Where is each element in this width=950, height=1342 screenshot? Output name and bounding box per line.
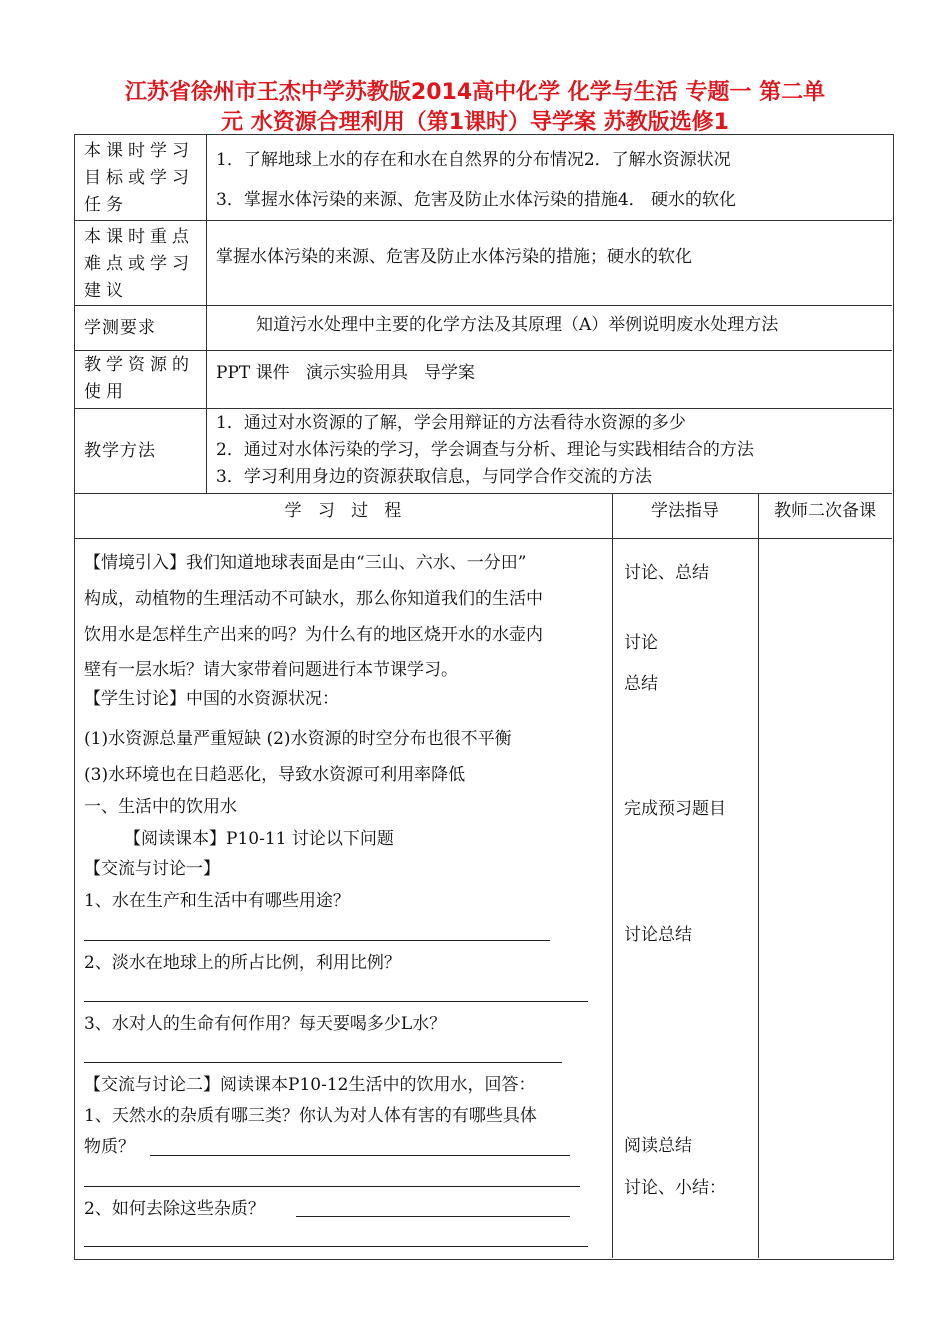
- answer-line[interactable]: [84, 940, 550, 941]
- column-header-guide: 学法指导: [651, 501, 719, 521]
- row-label-resources: 教学资源的 使用: [84, 355, 194, 402]
- process-line: (3)水环境也在日趋恶化，导致水资源可利用率降低: [84, 765, 466, 785]
- guide-note: 讨论、总结: [624, 563, 709, 583]
- process-line: 构成，动植物的生理活动不可缺水，那么你知道我们的生活中: [84, 589, 543, 609]
- title-line-2: 元 水资源合理利用（第1课时）导学案 苏教版选修1: [221, 110, 729, 135]
- title-line-1: 江苏省徐州市王杰中学苏教版2014高中化学 化学与生活 专题一 第二单: [124, 80, 826, 105]
- answer-line[interactable]: [150, 1155, 570, 1156]
- row-label-key-points: 本课时重点 难点或学习 建议: [84, 227, 194, 301]
- process-line: 饮用水是怎样生产出来的吗？为什么有的地区烧开水的水壶内: [84, 625, 543, 645]
- question: 3、水对人的生命有何作用？每天要喝多少L水？: [84, 1014, 447, 1034]
- guide-note: 阅读总结: [624, 1136, 692, 1156]
- document-title: [60, 78, 890, 138]
- column-header-process: 学 习 过 程: [284, 501, 402, 521]
- answer-line[interactable]: [84, 1062, 562, 1063]
- guide-note: 讨论、小结：: [624, 1178, 726, 1198]
- question: 1、天然水的杂质有哪三类？你认为对人体有害的有哪些具体: [84, 1106, 537, 1126]
- row-content-resources: PPT 课件 演示实验用具 导学案: [216, 363, 476, 383]
- process-line: 壁有一层水垢？请大家带着问题进行本节课学习。: [84, 660, 458, 680]
- guide-note: 讨论: [624, 633, 658, 653]
- answer-line[interactable]: [84, 1001, 588, 1002]
- row-content-methods: 1．通过对水资源的了解，学会用辩证的方法看待水资源的多少 2．通过对水体污染的学习，学会调查与分析、理论与实践相结合的方法 3．学习利用身边的资源获取信息，与同学合作交流的方法: [216, 413, 754, 487]
- column-header-teacher: 教师二次备课: [774, 501, 876, 521]
- answer-line[interactable]: [84, 1186, 580, 1187]
- process-line: 【情境引入】我们知道地球表面是由“三山、六水、一分田”: [84, 553, 527, 573]
- row-label-assessment: 学测要求: [84, 318, 156, 338]
- question: 1、水在生产和生活中有哪些用途？: [84, 891, 350, 911]
- row-content-assessment: 知道污水处理中主要的化学方法及其原理（A）举例说明废水处理方法: [256, 315, 779, 335]
- section-heading: 一、生活中的饮用水: [84, 797, 237, 817]
- row-label-objectives: 本课时学习 目标或学习 任务: [84, 141, 194, 215]
- process-line: (1)水资源总量严重短缺 (2)水资源的时空分布也很不平衡: [84, 729, 512, 749]
- process-line: 【交流与讨论二】阅读课本P10-12生活中的饮用水，回答：: [84, 1075, 536, 1095]
- process-line: 【阅读课本】P10-11 讨论以下问题: [124, 829, 394, 849]
- row-content-key-points: 掌握水体污染的来源、危害及防止水体污染的措施；硬水的软化: [216, 247, 692, 267]
- process-line: 【学生讨论】中国的水资源状况：: [84, 689, 339, 709]
- process-line: 【交流与讨论一】: [84, 859, 220, 879]
- row-content-objectives: 1．了解地球上水的存在和水在自然界的分布情况2．了解水资源状况 3．掌握水体污染的来源、危害及防止水体污染的措施4． 硬水的软化: [216, 150, 737, 210]
- question: 物质？: [84, 1137, 135, 1157]
- guide-note: 总结: [624, 674, 658, 694]
- question: 2、淡水在地球上的所占比例，利用比例？: [84, 953, 401, 973]
- question: 2、如何去除这些杂质？: [84, 1199, 265, 1219]
- answer-line[interactable]: [296, 1216, 570, 1217]
- row-label-methods: 教学方法: [84, 441, 156, 461]
- guide-note: 完成预习题目: [624, 799, 726, 819]
- answer-line[interactable]: [84, 1246, 588, 1247]
- guide-note: 讨论总结: [624, 925, 692, 945]
